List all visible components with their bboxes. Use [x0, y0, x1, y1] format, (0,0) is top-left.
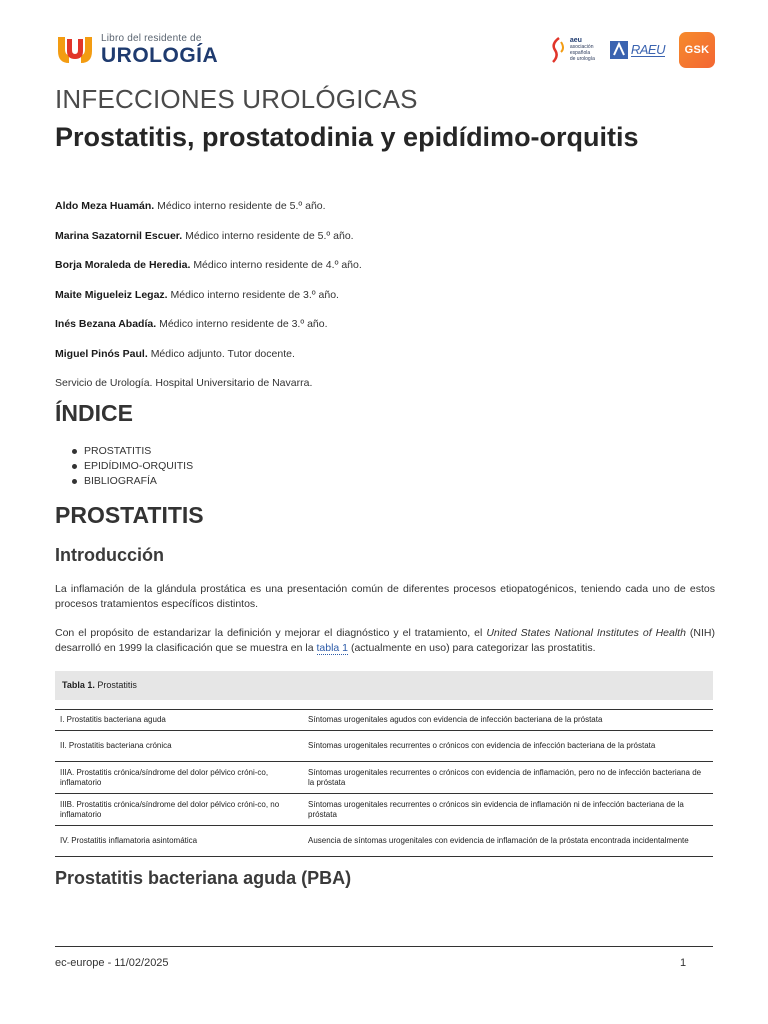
- author-entry: [55, 348, 715, 378]
- p2-text-b: (NIH) desarrolló en 1999 la clasificación que se muestra en la: [55, 627, 715, 654]
- prostatitis-heading: PROSTATITIS: [55, 502, 204, 528]
- author-name: Inés Bezana Abadía.: [55, 318, 157, 330]
- author-name: Aldo Meza Huamán.: [55, 200, 155, 212]
- aeu-text: [570, 38, 595, 62]
- p2-italic-nih: United States National Institutes of Health: [486, 627, 686, 639]
- aeu-line-1: asociación: [569, 44, 594, 50]
- table-row: [55, 710, 713, 731]
- table-row: [55, 731, 713, 762]
- table-row: [55, 826, 713, 857]
- partner-logos: [549, 32, 715, 68]
- raeu-text-block: [630, 41, 665, 57]
- urologia-logo-icon: [55, 33, 95, 67]
- table-cell-category: IIIB. Prostatitis crónica/síndrome del dolor pélvico cróni-co, no inflamatorio: [60, 799, 280, 819]
- raeu-text: RAEU: [630, 41, 665, 57]
- chapter-title: Prostatitis, prostatodinia y epidídimo-orquitis: [55, 122, 639, 152]
- intro-paragraph-2: [55, 626, 715, 656]
- introduction-heading: Introducción: [55, 545, 164, 565]
- author-entry: [55, 318, 715, 348]
- index-item-bibliografia[interactable]: BIBLIOGRAFÍA: [72, 474, 193, 489]
- page-header: [55, 30, 715, 72]
- table-cell-category: II. Prostatitis bacteriana crónica: [60, 741, 172, 750]
- footer-divider: [55, 946, 713, 947]
- author-role: Médico adjunto. Tutor docente.: [150, 347, 295, 360]
- raeu-logo: [609, 39, 665, 61]
- logo-subtitle: Libro del residente de: [101, 33, 202, 44]
- page-number: 1: [680, 957, 687, 969]
- aeu-abbr: aeu: [569, 37, 582, 44]
- table-cell-description: Síntomas urogenitales recurrentes o crónicos con evidencia de infección bacteriana de la próstata: [308, 741, 656, 750]
- author-name: Borja Moraleda de Heredia.: [55, 259, 191, 271]
- index-heading: ÍNDICE: [55, 400, 133, 426]
- prostatitis-classification-table: [55, 709, 713, 857]
- p2-text-a: Con el propósito de estandarizar la definición y mejorar el diagnóstico y el tratamiento, el: [55, 627, 487, 639]
- table-caption: [55, 671, 713, 700]
- service-affiliation: Servicio de Urología. Hospital Universitario de Navarra.: [55, 377, 313, 389]
- author-name: Marina Sazatornil Escuer.: [55, 229, 183, 242]
- logo-title: UROLOGÍA: [101, 44, 219, 67]
- urologia-book-logo: [55, 33, 218, 67]
- table-cell-description: Síntomas urogenitales agudos con evidencia de infección bacteriana de la próstata: [308, 715, 603, 724]
- aeu-line-2: española: [569, 50, 591, 56]
- table-row: [55, 762, 713, 794]
- p2-text-c: (actualmente en uso) para categorizar las prostatitis.: [348, 642, 596, 654]
- index-list: [72, 444, 193, 489]
- author-role: Médico interno residente de 3.º año.: [170, 288, 339, 301]
- authors-list: [55, 200, 715, 389]
- table-cell-description: Ausencia de síntomas urogenitales con evidencia de inflamación de la próstata encontrada incidentalmente: [308, 836, 689, 845]
- table-cell-category: IV. Prostatitis inflamatoria asintomática: [60, 836, 198, 845]
- aeu-logo: [549, 36, 595, 64]
- author-entry: [55, 289, 715, 319]
- table-cell-description: Síntomas urogenitales recurrentes o crónicos sin evidencia de inflamación ni de infección bacteriana de la próstata: [308, 799, 684, 819]
- gsk-logo: GSK: [679, 32, 715, 68]
- author-role: Médico interno residente de 5.º año.: [157, 200, 326, 212]
- author-role: Médico interno residente de 5.º año.: [185, 229, 354, 242]
- author-name: Maite Migueleiz Legaz.: [55, 288, 168, 301]
- aeu-line-3: de urología: [569, 56, 595, 62]
- index-item-prostatitis[interactable]: PROSTATITIS: [72, 444, 193, 459]
- intro-paragraph-1: La inflamación de la glándula prostática es una presentación común de diferentes procesos etiopatogénicos, teniendo cada uno de estos procesos tratamientos específicos distintos.: [55, 583, 715, 610]
- author-name: Miguel Pinós Paul.: [55, 347, 148, 360]
- author-role: Médico interno residente de 3.º año.: [159, 318, 328, 330]
- aeu-logo-icon: [549, 36, 567, 64]
- raeu-logo-icon: [609, 39, 629, 61]
- table-caption-label: Tabla 1.: [62, 680, 95, 690]
- author-entry: [55, 230, 715, 260]
- logo-text: [101, 34, 218, 66]
- table-cell-description: Síntomas urogenitales recurrentes o crónicos con evidencia de inflamación, pero no de infección bacteriana de la próstata: [308, 767, 702, 787]
- table-row: [55, 794, 713, 826]
- index-item-epididimo-orquitis[interactable]: EPIDÍDIMO-ORQUITIS: [72, 459, 193, 474]
- author-entry: [55, 259, 715, 289]
- table-cell-category: IIIA. Prostatitis crónica/síndrome del dolor pélvico cróni-co, inflamatorio: [60, 767, 269, 787]
- table-1-link[interactable]: tabla 1: [316, 642, 349, 654]
- pba-heading: Prostatitis bacteriana aguda (PBA): [55, 868, 352, 888]
- author-entry: [55, 200, 715, 230]
- author-role: Médico interno residente de 4.º año.: [193, 259, 362, 271]
- table-caption-title: Prostatitis: [94, 680, 137, 690]
- section-label: INFECCIONES UROLÓGICAS: [55, 84, 418, 114]
- footer-source-date: ec-europe - 11/02/2025: [55, 957, 169, 969]
- table-cell-category: I. Prostatitis bacteriana aguda: [60, 715, 166, 724]
